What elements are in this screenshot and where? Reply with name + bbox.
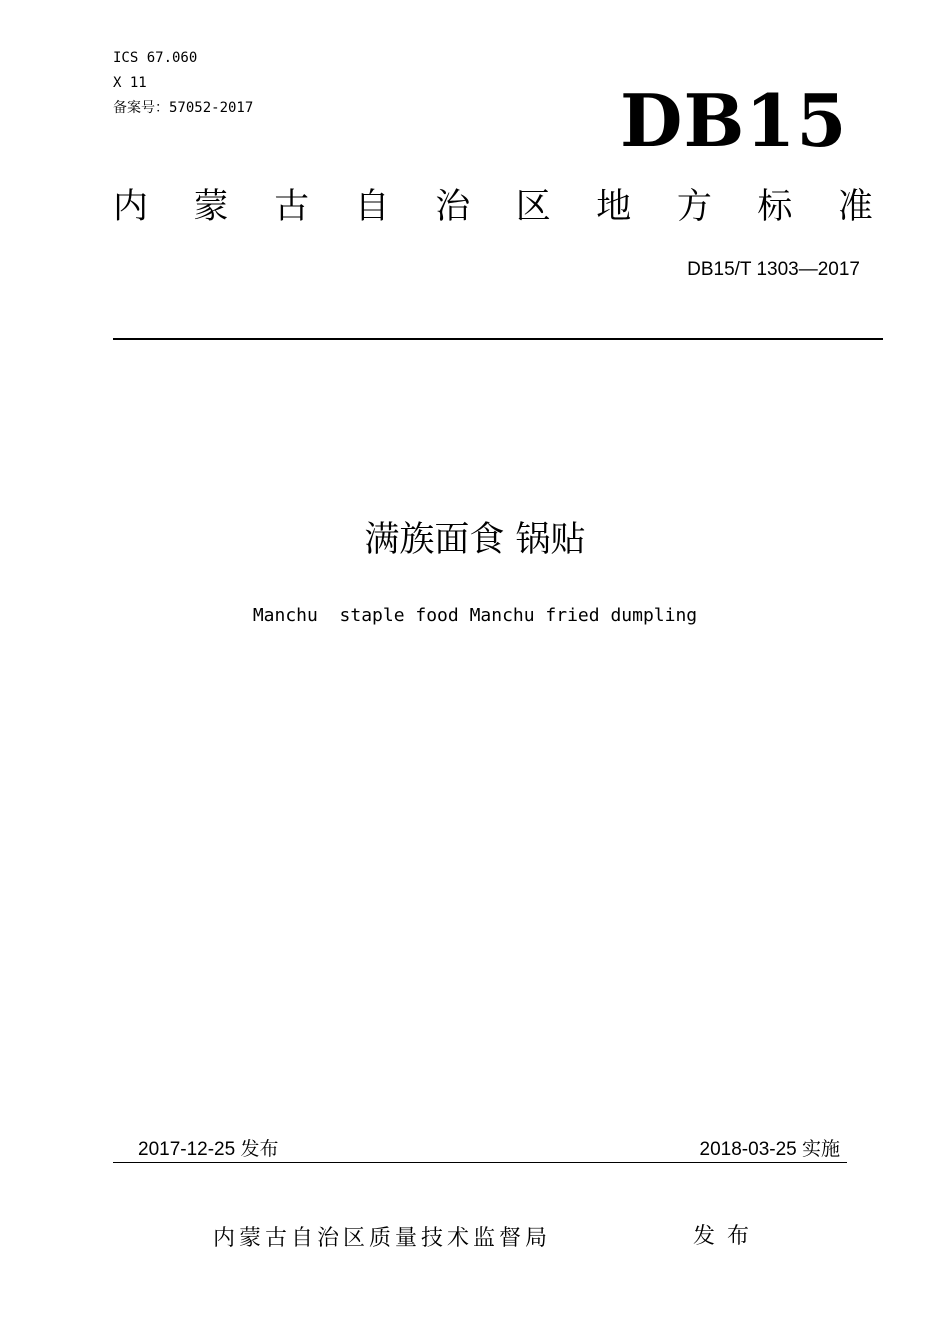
publisher-name: 内蒙古自治区质量技术监督局	[213, 1226, 552, 1251]
standard-type-char: 标	[757, 187, 793, 227]
document-title-chinese: 满族面食 锅贴	[364, 520, 586, 560]
effective-date: 2018-03-25 实施	[699, 1139, 840, 1160]
standard-type-char: 方	[676, 187, 712, 227]
standard-type-char: 治	[435, 187, 471, 227]
standard-type-char: 内	[113, 187, 149, 227]
filing-number: 备案号：57052-2017	[113, 100, 254, 116]
standard-number: DB15/T 1303—2017	[687, 259, 860, 280]
standard-type-char: 自	[354, 187, 390, 227]
classification-code: X 11	[113, 75, 147, 91]
header-divider	[113, 338, 883, 340]
standard-type-char: 古	[274, 187, 310, 227]
standard-type-char: 蒙	[193, 187, 229, 227]
standard-type-char: 地	[596, 187, 632, 227]
standard-type-char: 区	[515, 187, 551, 227]
db15-logo: DB15	[620, 78, 848, 163]
issue-date: 2017-12-25 发布	[138, 1139, 279, 1160]
publish-label: 发布	[693, 1224, 762, 1249]
ics-code: ICS 67.060	[113, 50, 198, 66]
document-title-english: Manchu staple food Manchu fried dumpling	[252, 605, 698, 626]
standard-type-char: 准	[837, 187, 873, 227]
standard-type	[113, 182, 873, 232]
footer-divider	[113, 1162, 847, 1163]
